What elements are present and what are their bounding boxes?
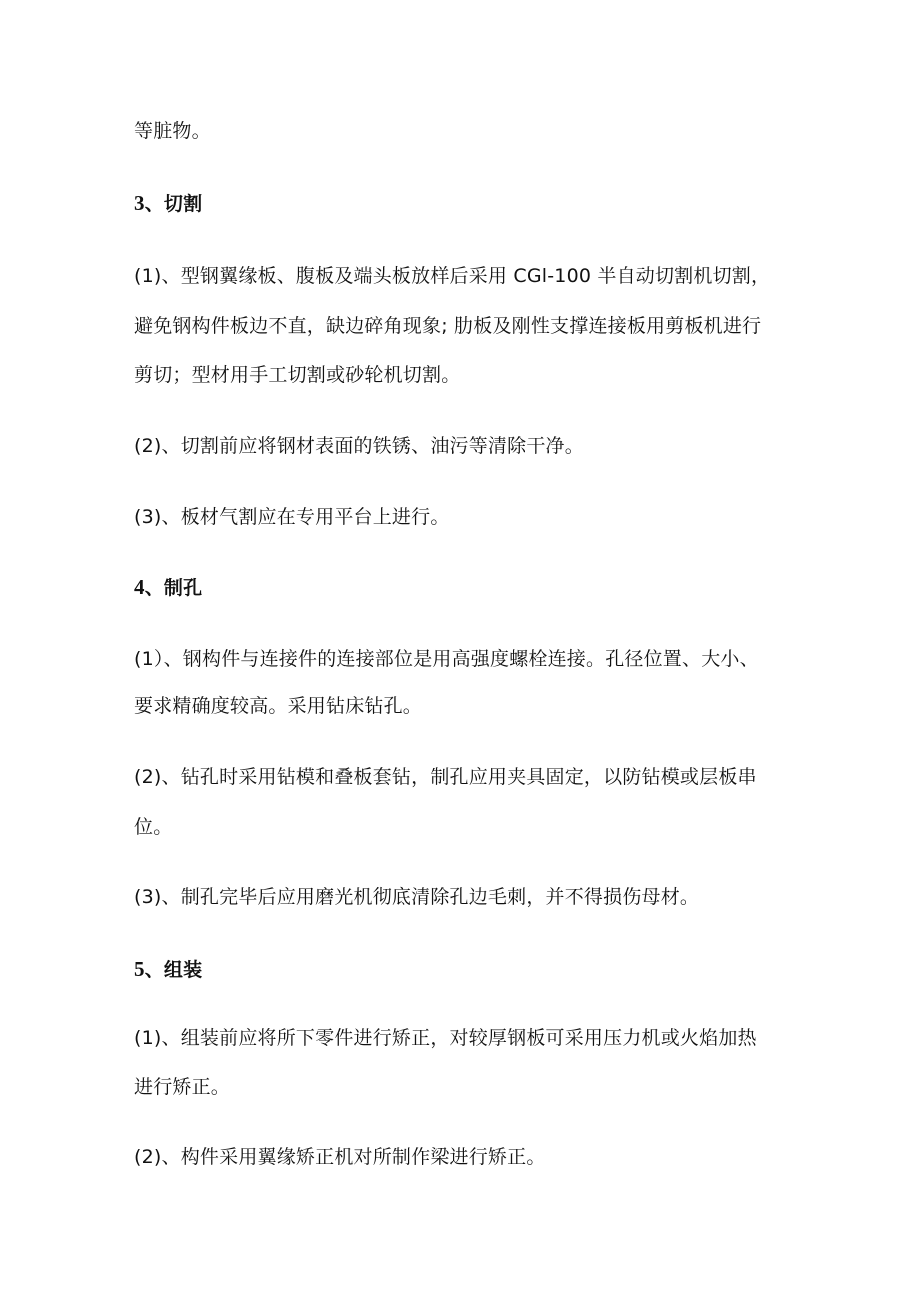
section-separator: 、: [144, 577, 164, 599]
paragraph-line: (1)、型钢翼缘板、腹板及端头板放样后采用 CGl-100 半自动切割机切割，: [134, 265, 771, 287]
section-heading-drilling: [134, 575, 202, 600]
section-title: 制孔: [163, 577, 203, 599]
section-title: 组装: [163, 959, 203, 981]
paragraph-line: 要求精确度较高。采用钻床钻孔。: [134, 695, 423, 717]
section-title: 切割: [163, 193, 203, 215]
paragraph-line: 位。: [134, 816, 173, 838]
section-separator: 、: [144, 959, 164, 981]
section-number: 4: [134, 575, 145, 599]
section-separator: 、: [144, 193, 164, 215]
paragraph-line: 避免钢构件板边不直，缺边碎角现象; 肋板及刚性支撑连接板用剪板机进行: [134, 315, 762, 337]
paragraph-line: (3)、制孔完毕后应用磨光机彻底清除孔边毛刺，并不得损伤母材。: [134, 886, 700, 908]
paragraph-line: (1)、组装前应将所下零件进行矫正，对较厚钢板可采用压力机或火焰加热: [134, 1027, 757, 1049]
paragraph-line: 进行矫正。: [134, 1076, 231, 1098]
paragraph-line: (2)、切割前应将钢材表面的铁锈、油污等清除干净。: [134, 435, 584, 457]
section-number: 3: [134, 191, 145, 215]
section-number: 5: [134, 957, 145, 981]
paragraph-line: 剪切；型材用手工切割或砂轮机切割。: [134, 364, 461, 386]
intro-tail-text: 等脏物。: [134, 120, 211, 142]
paragraph-line: (2)、构件采用翼缘矫正机对所制作梁进行矫正。: [134, 1146, 546, 1168]
section-heading-cutting: [134, 191, 202, 216]
paragraph-line: (3)、板材气割应在专用平台上进行。: [134, 506, 450, 528]
section-heading-assembly: [134, 957, 202, 982]
paragraph-line: (1）、钢构件与连接件的连接部位是用高强度螺栓连接。孔径位置、大小、: [134, 648, 759, 670]
paragraph-line: (2)、钻孔时采用钻模和叠板套钻，制孔应用夹具固定，以防钻模或层板串: [134, 766, 757, 788]
